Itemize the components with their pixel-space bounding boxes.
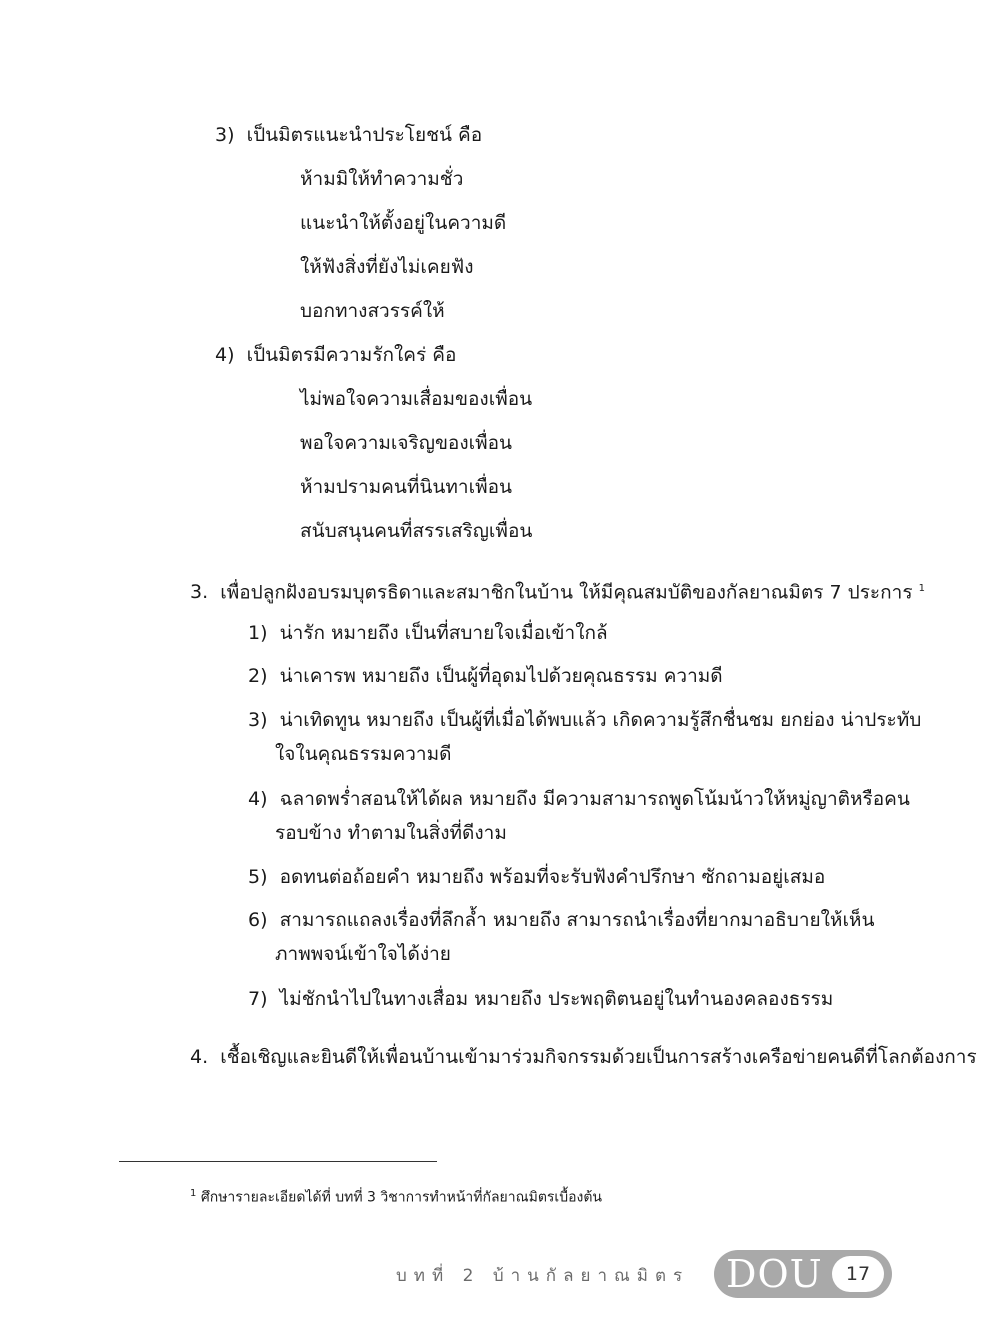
quality-number: 2): [248, 665, 268, 687]
subsection-4-title: เป็นมิตรมีความรักใคร่ คือ: [246, 344, 457, 366]
quality-text: ไม่ชักนำไปในทางเสื่อม หมายถึง ประพฤติตนอยู่ในทำนองคลองธรรม: [279, 988, 834, 1010]
point-4-text: เชื้อเชิญและยินดีให้เพื่อนบ้านเข้ามาร่วมกิจกรรมด้วยเป็นการสร้างเครือข่ายคนดีที่โลกต้องการ: [220, 1046, 977, 1068]
subsection-4-heading: [215, 340, 456, 370]
quality-continuation: ภาพพจน์เข้าใจได้ง่าย: [275, 943, 451, 965]
quality-continuation: ใจในคุณธรรมความดี: [275, 743, 452, 765]
point-3-text: เพื่อปลูกฝังอบรมบุตรธิดาและสมาชิกในบ้าน ให้มีคุณสมบัติของกัลยาณมิตร 7 ประการ: [220, 581, 913, 604]
quality-item: [248, 862, 825, 892]
quality-text: อดทนต่อถ้อยคำ หมายถึง พร้อมที่จะรับฟังคำปรึกษา ซักถามอยู่เสมอ: [279, 866, 826, 888]
quality-text: น่ารัก หมายถึง เป็นที่สบายใจเมื่อเข้าใกล้: [279, 622, 608, 644]
point-4-number: 4.: [190, 1046, 209, 1068]
quality-text: น่าเคารพ หมายถึง เป็นผู้ที่อุดมไปด้วยคุณธรรม ความดี: [279, 665, 723, 687]
footnote-divider: [119, 1161, 437, 1162]
footnote-reference: 1: [918, 583, 925, 594]
footnote-text: ศึกษารายละเอียดได้ที่ บทที่ 3 วิชาการทำหน้าที่กัลยาณมิตรเบื้องต้น: [200, 1189, 603, 1206]
list-item: สนับสนุนคนที่สรรเสริญเพื่อน: [300, 520, 533, 542]
subsection-3-heading: [215, 120, 482, 150]
page-number: 17: [832, 1256, 884, 1292]
point-3: [190, 574, 925, 607]
point-3-number: 3.: [190, 581, 209, 604]
quality-continuation: รอบข้าง ทำตามในสิ่งที่ดีงาม: [275, 822, 507, 844]
list-item: ไม่พอใจความเสื่อมของเพื่อน: [300, 388, 533, 410]
dou-logo: DOU: [726, 1252, 823, 1296]
list-item: ห้ามมิให้ทำความชั่ว: [300, 168, 464, 190]
subsection-3-number: 3): [215, 124, 235, 146]
quality-number: 1): [248, 622, 268, 644]
quality-item: [248, 984, 833, 1014]
quality-item: [248, 905, 874, 935]
quality-item: [248, 784, 910, 814]
quality-number: 4): [248, 788, 268, 810]
list-item: บอกทางสวรรค์ให้: [300, 300, 445, 322]
list-item: ห้ามปรามคนที่นินทาเพื่อน: [300, 476, 512, 498]
footnote: [190, 1183, 602, 1209]
list-item: ให้ฟังสิ่งที่ยังไม่เคยฟัง: [300, 256, 474, 278]
subsection-3-title: เป็นมิตรแนะนำประโยชน์ คือ: [246, 124, 483, 146]
list-item: พอใจความเจริญของเพื่อน: [300, 432, 513, 454]
page-badge: [714, 1250, 892, 1298]
quality-text: ฉลาดพร่ำสอนให้ได้ผล หมายถึง มีความสามารถพูดโน้มน้าวให้หมู่ญาติหรือคน: [279, 788, 910, 810]
quality-text: สามารถแถลงเรื่องที่ลึกล้ำ หมายถึง สามารถนำเรื่องที่ยากมาอธิบายให้เห็น: [279, 909, 875, 931]
quality-item: [248, 618, 608, 648]
quality-item: [248, 661, 723, 691]
quality-text: น่าเทิดทูน หมายถึง เป็นผู้ที่เมื่อได้พบแล้ว เกิดความรู้สึกชื่นชม ยกย่อง น่าประทับ: [279, 709, 922, 731]
subsection-4-number: 4): [215, 344, 235, 366]
point-4: [190, 1042, 977, 1072]
chapter-title: บทที่ 2 บ้านกัลยาณมิตร: [396, 1266, 690, 1286]
quality-item: [248, 705, 921, 735]
list-item: แนะนำให้ตั้งอยู่ในความดี: [300, 212, 507, 234]
footnote-number: 1: [190, 1188, 197, 1199]
quality-number: 6): [248, 909, 268, 931]
quality-number: 3): [248, 709, 268, 731]
quality-number: 7): [248, 988, 268, 1010]
quality-number: 5): [248, 866, 268, 888]
